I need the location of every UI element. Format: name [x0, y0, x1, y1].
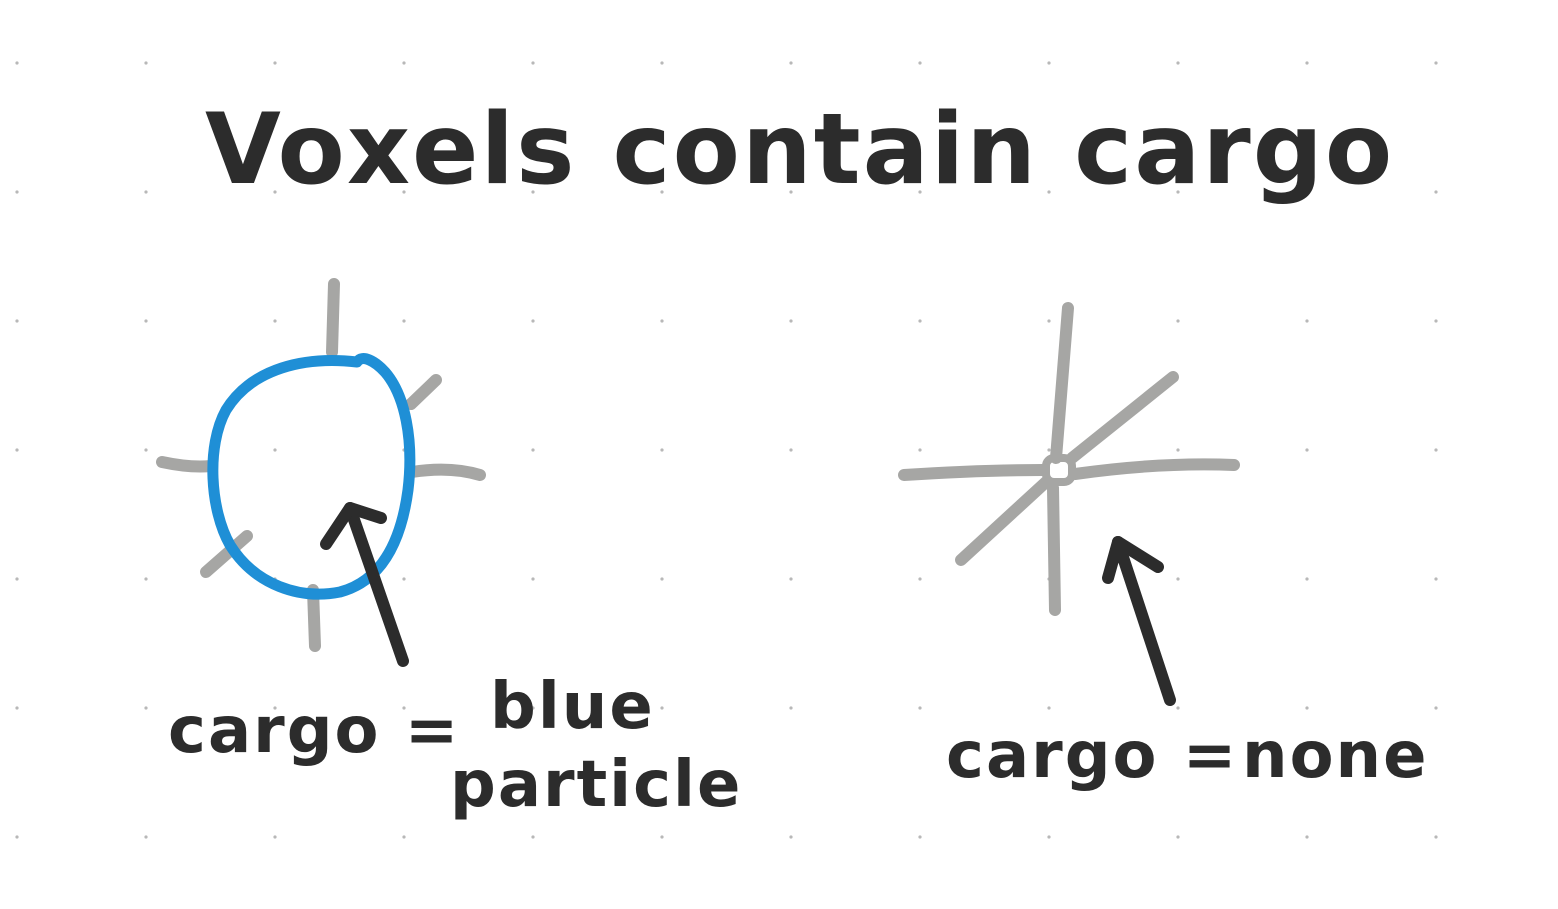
grid-dot: [1434, 835, 1437, 838]
grid-dot: [1176, 577, 1179, 580]
grid-dot: [15, 835, 18, 838]
grid-dot: [144, 835, 147, 838]
grid-dot: [1176, 61, 1179, 64]
right-voxel-spoke-right: [1075, 464, 1234, 474]
grid-dot: [273, 835, 276, 838]
left-voxel: [162, 284, 480, 661]
grid-dot: [789, 448, 792, 451]
left-label-value-line2: particle: [450, 748, 743, 822]
right-voxel-spoke-top-right: [1072, 377, 1173, 458]
grid-dot: [273, 61, 276, 64]
grid-dot: [273, 448, 276, 451]
grid-dot: [531, 835, 534, 838]
grid-dot: [1047, 319, 1050, 322]
grid-dot: [918, 577, 921, 580]
grid-dot: [1305, 835, 1308, 838]
grid-dot: [144, 448, 147, 451]
left-label-value-line1: blue: [490, 670, 655, 744]
grid-dot: [1434, 319, 1437, 322]
grid-dot: [660, 61, 663, 64]
grid-dot: [789, 577, 792, 580]
grid-dot: [1176, 835, 1179, 838]
grid-dot: [15, 448, 18, 451]
grid-dot: [1434, 61, 1437, 64]
grid-dot: [273, 319, 276, 322]
grid-dot: [144, 706, 147, 709]
grid-dot: [1047, 706, 1050, 709]
grid-dot: [15, 319, 18, 322]
grid-dot: [144, 577, 147, 580]
grid-dot: [1176, 706, 1179, 709]
grid-dot: [15, 577, 18, 580]
grid-dot: [660, 577, 663, 580]
grid-dot: [1176, 448, 1179, 451]
grid-dot: [789, 835, 792, 838]
right-voxel-spoke-top: [1056, 308, 1068, 458]
grid-dot: [918, 448, 921, 451]
grid-dot: [144, 61, 147, 64]
grid-dot: [531, 319, 534, 322]
grid-dot: [1305, 706, 1308, 709]
right-voxel-spoke-bottom: [1053, 488, 1055, 610]
grid-dot: [1434, 448, 1437, 451]
grid-dot: [660, 319, 663, 322]
blue-particle: [213, 359, 410, 595]
grid-dot: [918, 319, 921, 322]
left-voxel-spoke-right: [412, 470, 480, 475]
grid-dot: [1434, 706, 1437, 709]
right-voxel-spoke-left: [904, 470, 1043, 475]
grid-dot: [402, 319, 405, 322]
grid-dot: [531, 577, 534, 580]
right-voxel-center: [1046, 458, 1072, 482]
left-voxel-spoke-top-right: [411, 380, 436, 404]
grid-dot: [660, 835, 663, 838]
grid-dot: [1047, 835, 1050, 838]
grid-dot: [1434, 190, 1437, 193]
grid-dot: [1047, 448, 1050, 451]
grid-dot: [660, 706, 663, 709]
grid-dot: [918, 61, 921, 64]
grid-dot: [15, 706, 18, 709]
grid-dot: [918, 835, 921, 838]
grid-dot: [1434, 577, 1437, 580]
grid-dot: [918, 706, 921, 709]
grid-dot: [1047, 61, 1050, 64]
grid-dot: [144, 190, 147, 193]
right-voxel: [904, 308, 1234, 700]
left-voxel-spoke-left: [162, 462, 211, 467]
right-label-prefix: cargo =: [946, 719, 1239, 793]
right-voxel-spoke-bottom-left: [961, 482, 1046, 560]
grid-dot: [789, 706, 792, 709]
grid-dot: [1305, 61, 1308, 64]
grid-dot: [660, 448, 663, 451]
right-arrow: [1108, 542, 1170, 700]
grid-dot: [15, 61, 18, 64]
diagram-title: Voxels contain cargo: [205, 93, 1395, 207]
grid-dot: [1305, 448, 1308, 451]
grid-dot: [1305, 319, 1308, 322]
grid-dot: [789, 61, 792, 64]
right-label-value: none: [1242, 719, 1429, 793]
grid-dot: [402, 835, 405, 838]
grid-dot: [402, 61, 405, 64]
left-label-prefix: cargo =: [168, 694, 461, 768]
grid-dot: [1305, 577, 1308, 580]
grid-dot: [531, 61, 534, 64]
grid-dot: [1176, 319, 1179, 322]
grid-dot: [15, 190, 18, 193]
left-voxel-spoke-top: [332, 284, 334, 352]
grid-dot: [531, 448, 534, 451]
grid-dot: [144, 319, 147, 322]
grid-dot: [402, 577, 405, 580]
grid-dot: [789, 319, 792, 322]
